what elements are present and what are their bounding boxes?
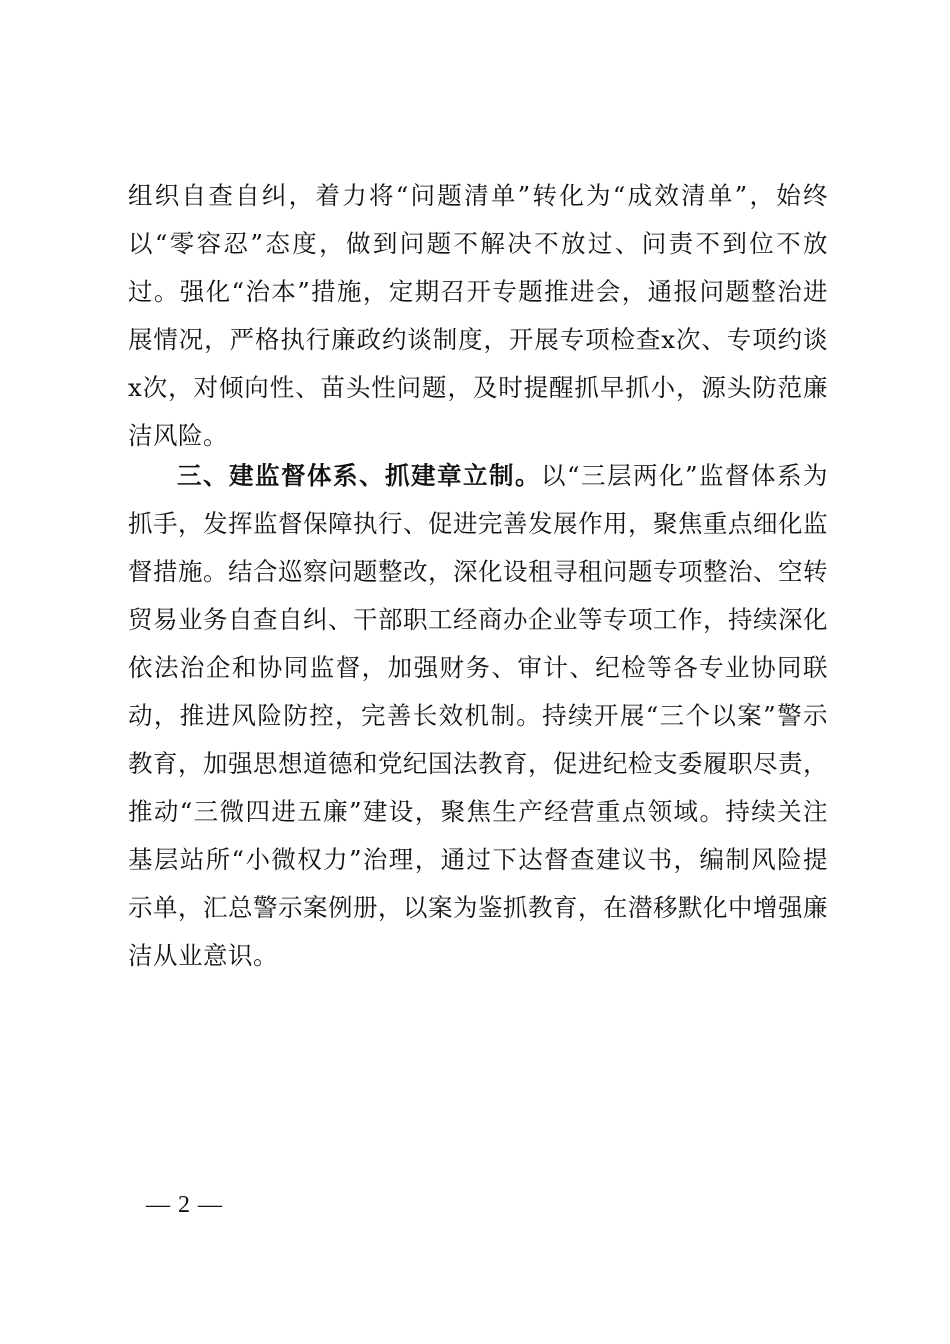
section-paragraph bbox=[128, 452, 828, 980]
section-heading: 三、建监督体系、抓建章立制。 bbox=[177, 461, 541, 490]
page-number: — 2 — bbox=[146, 1192, 223, 1218]
body-paragraph: 组织自查自纠，着力将“问题清单”转化为“成效清单”，始终以“零容忍”态度，做到问题不解决不放过、问责不到位不放过。强化“治本”措施，定期召开专题推进会，通报问题整治进展情况，严格执行廉政约谈制度，开展专项检查x次、专项约谈x次，对倾向性、苗头性问题，及时提醒抓早抓小，源头防范廉洁风险。 bbox=[128, 181, 828, 450]
section-body: 以“三层两化”监督体系为抓手，发挥监督保障执行、促进完善发展作用，聚焦重点细化监督措施。结合巡察问题整改，深化设租寻租问题专项整治、空转贸易业务自查自纠、干部职工经商办企业等专项工作，持续深化依法治企和协同监督，加强财务、审计、纪检等各专业协同联动，推进风险防控，完善长效机制。持续开展“三个以案”警示教育，加强思想道德和党纪国法教育，促进纪检支委履职尽责，推动“三微四进五廉”建设，聚焦生产经营重点领域。持续关注基层站所“小微权力”治理，通过下达督查建议书，编制风险提示单，汇总警示案例册，以案为鉴抓教育，在潜移默化中增强廉洁从业意识。 bbox=[128, 461, 828, 970]
